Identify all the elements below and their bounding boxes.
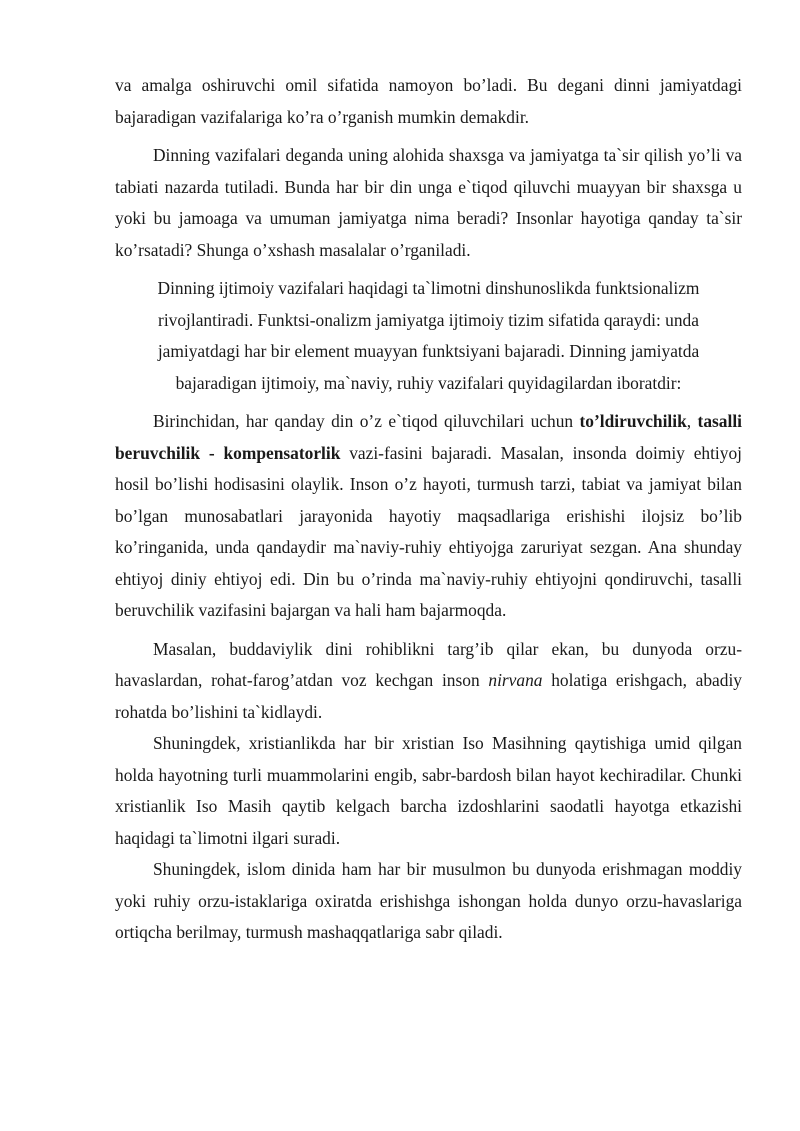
paragraph-5 bbox=[115, 634, 742, 729]
paragraph-3-line-1: Dinning ijtimoiy vazifalari haqidagi ta`limotni dinshunoslikda funktsionalizm bbox=[157, 278, 700, 298]
paragraph-3-line-3: jamiyatdagi har bir element muayyan funktsiyani bajaradi. Dinning jamiyatda bbox=[157, 341, 700, 361]
paragraph-4-comma: , bbox=[686, 411, 698, 431]
document-page bbox=[115, 70, 742, 949]
paragraph-5-rest: holatiga erishgach, abadiy rohatda bo’lishini ta`kidlaydi. bbox=[115, 670, 742, 722]
italic-term-nirvana: nirvana bbox=[488, 670, 543, 690]
paragraph-6: Shuningdek, xristianlikda har bir xristian Iso Masihning qaytishiga umid qilgan holda hayotning turli muammolarini engib, sabr-bardosh bilan hayot kechiradilar. Chunki xristianlik Iso Masih qaytib kelgach barcha izdoshlarini saodatli hayotga etkazishi haqidagi ta`limotni ilgari suradi. bbox=[115, 733, 742, 848]
paragraph-1: va amalga oshiruvchi omil sifatida namoyon bo’ladi. Bu degani dinni jamiyatdagi bajaradigan vazifalariga ko’ra o’rganish mumkin demakdir. bbox=[115, 75, 742, 127]
paragraph-4 bbox=[115, 406, 742, 627]
paragraph-3-line-4: bajaradigan ijtimoiy, ma`naviy, ruhiy vazifalari quyidagilardan iboratdir: bbox=[175, 372, 682, 393]
paragraph-3-line-2: rivojlantiradi. Funktsi-onalizm jamiyatga ijtimoiy tizim sifatida qaraydi: unda bbox=[158, 309, 699, 330]
paragraph-2: Dinning vazifalari deganda uning alohida shaxsga va jamiyatga ta`sir qilish yo’li va tabiati nazarda tutiladi. Bunda har bir din unga e`tiqod qiluvchi muayyan bir shaxsga u yoki bu jamoaga va umuman jamiyatga nima beradi? Insonlar hayotiga qanday ta`sir ko’rsatadi? Shunga o’xshash masalalar o’rganiladi. bbox=[115, 145, 742, 260]
bold-term-compensatory: tasalli beruvchilik - kompensatorlik bbox=[115, 411, 742, 463]
paragraph-7: Shuningdek, islom dinida ham har bir musulmon bu dunyoda erishmagan moddiy yoki ruhiy orzu-istaklariga oxiratda erishishga ishongan holda dunyo orzu-havaslariga ortiqcha berilmay, turmush mashaqqatlariga sabr qiladi. bbox=[115, 859, 742, 942]
paragraph-3-centered bbox=[115, 273, 742, 399]
bold-term-complement: to’ldiruvchilik bbox=[579, 411, 687, 431]
paragraph-4-start: Birinchidan, har qanday din o’z e`tiqod qiluvchilari uchun bbox=[153, 411, 580, 431]
paragraph-5-start: Masalan, buddaviylik dini rohiblikni targ’ib qilar ekan, bu dunyoda orzu-havaslardan, rohat-farog’atdan voz kechgan inson bbox=[115, 638, 742, 690]
paragraph-4-rest: vazi-fasini bajaradi. Masalan, insonda doimiy ehtiyoj hosil bo’lishi hodisasini olaylik. Inson o’z hayoti, turmush tarzi, tabiat va jamiyat bilan bo’lgan munosabatlari jarayonida hayotiy maqsadlariga erishishi ilojsiz bo’lib ko’ringanida, unda qandaydir ma`naviy-ruhiy ehtiyojga zaruriyat sezgan. Ana shunday ehtiyoj diniy ehtiyoj edi. Din bu o’rinda ma`naviy-ruhiy ehtiyojni qondiruvchi, tasalli beruvchilik vazifasini bajargan va hali ham bajarmoqda. bbox=[115, 442, 742, 620]
